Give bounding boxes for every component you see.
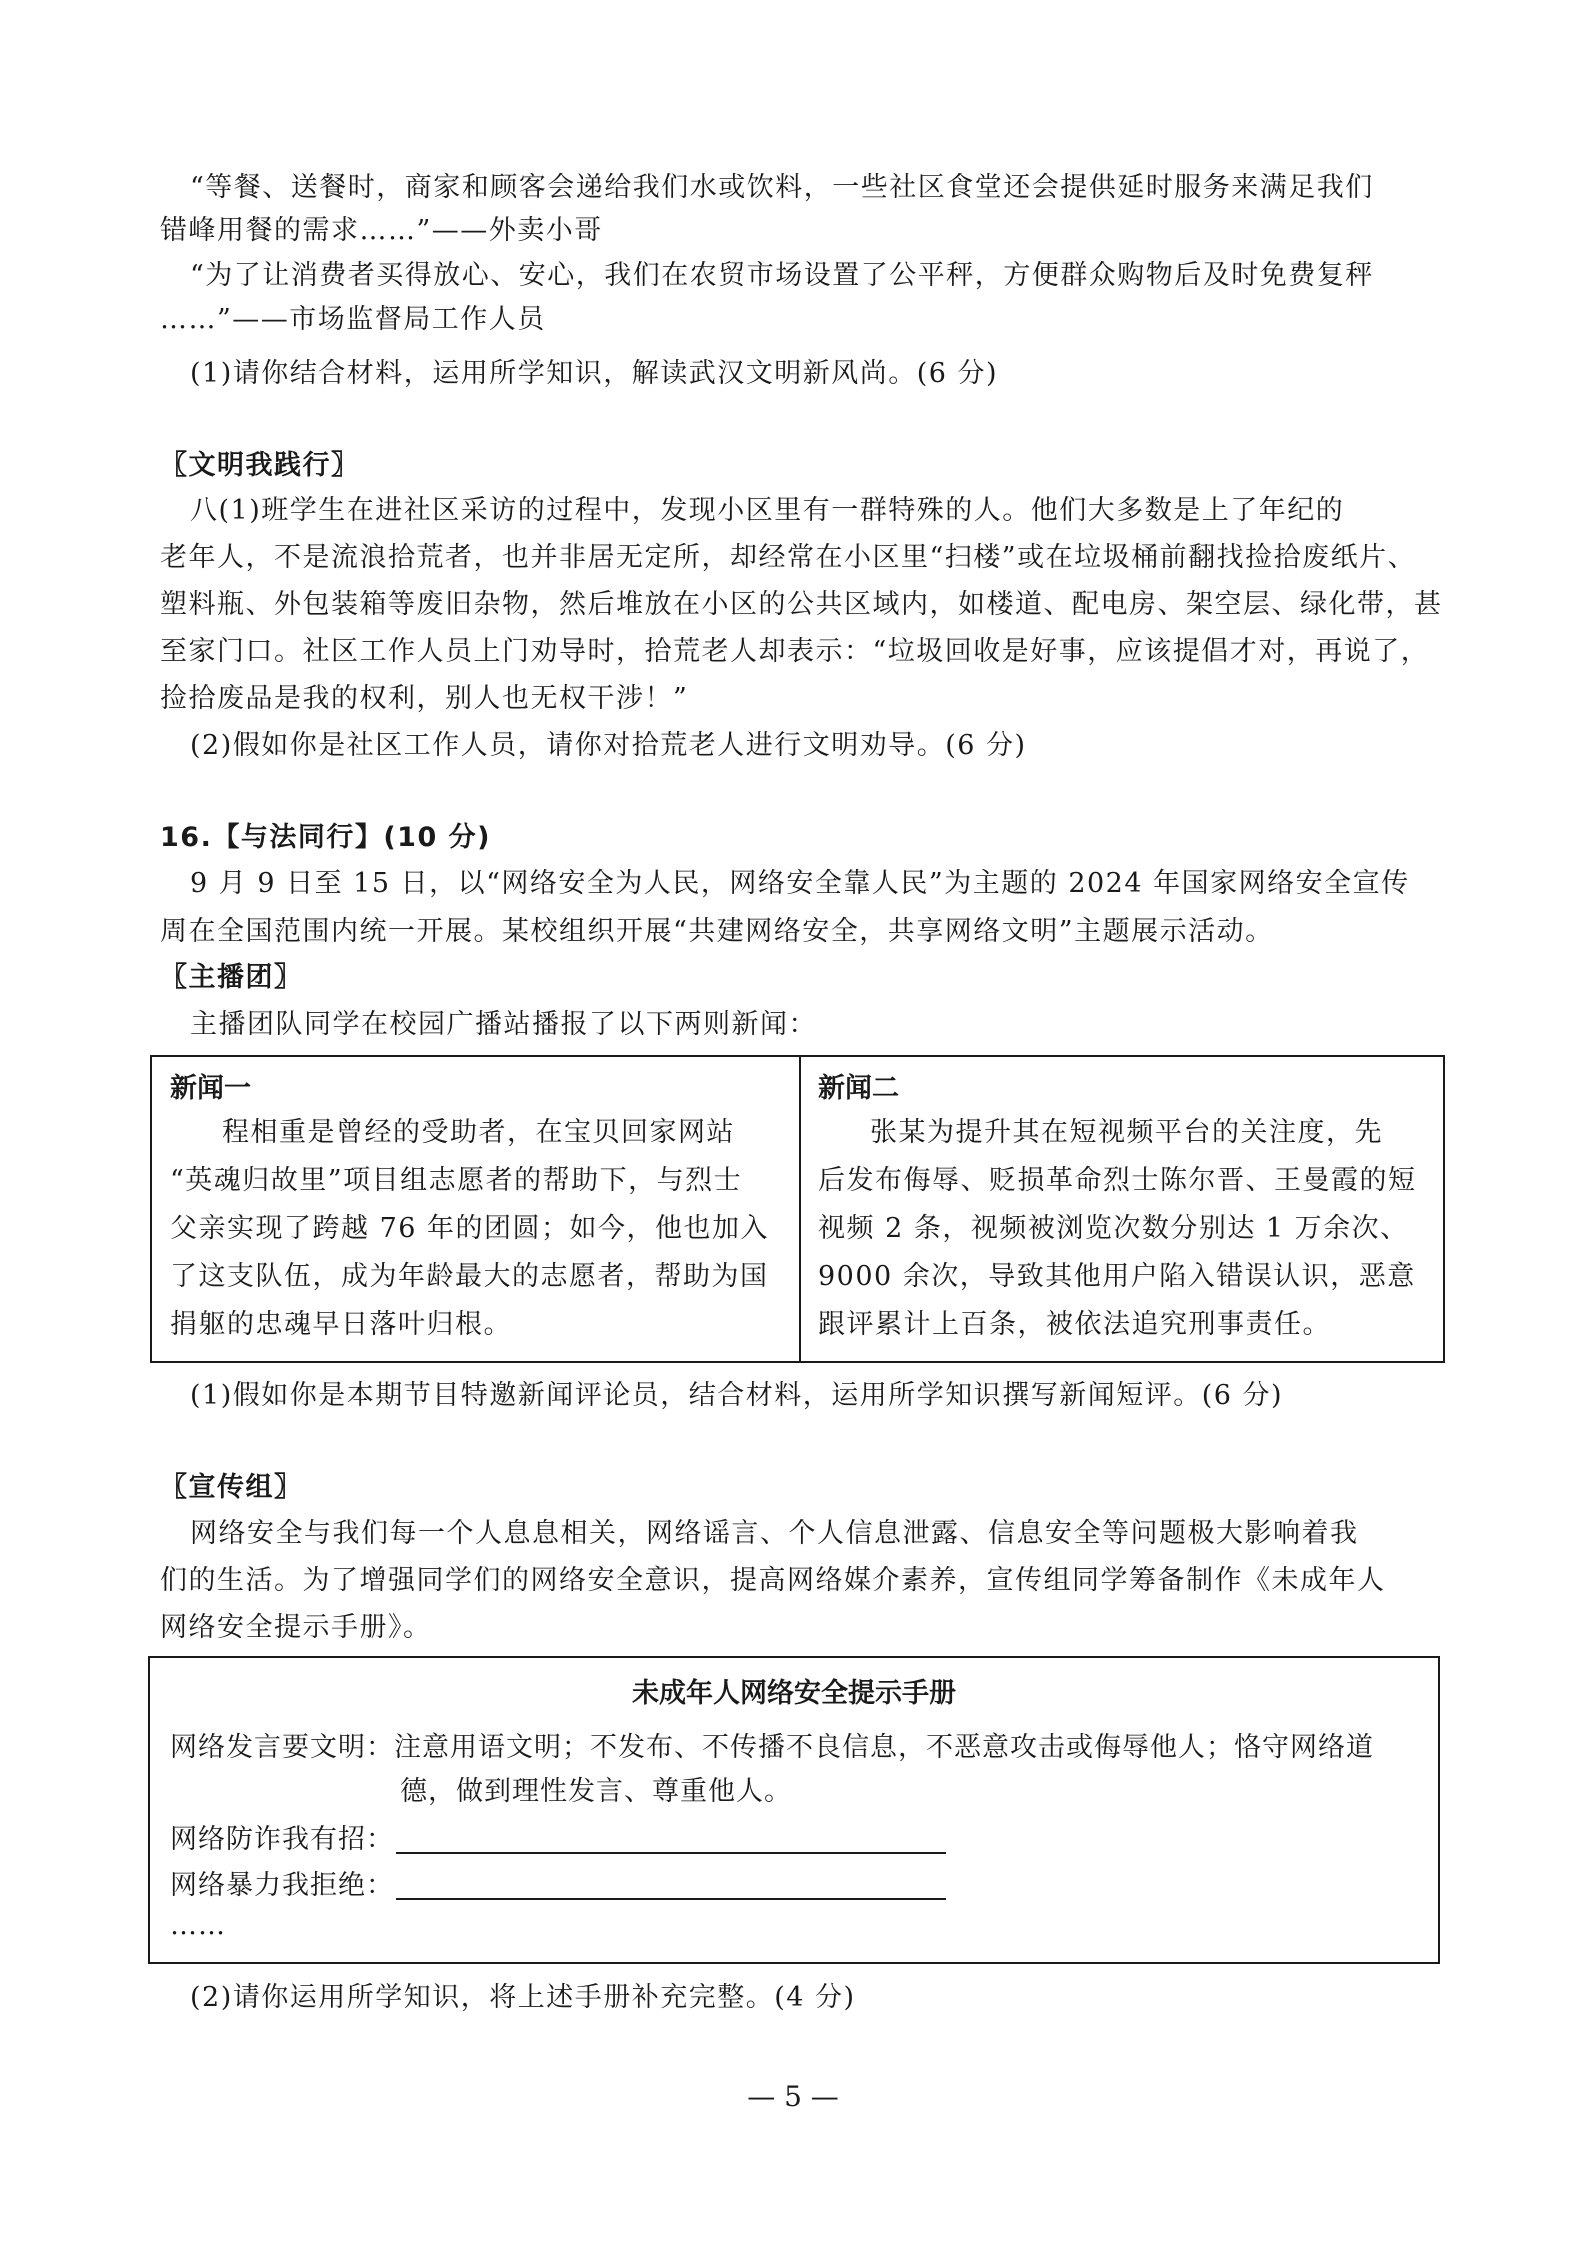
news1-line: 捐躯的忠魂早日落叶归根。 xyxy=(170,1309,512,1340)
page-number: — 5 — xyxy=(747,2080,839,2113)
news2-line: 后发布侮辱、贬损革命烈士陈尔晋、王曼霞的短 xyxy=(818,1165,1417,1196)
news-table xyxy=(150,1055,1445,1363)
paragraph-line: 老年人，不是流浪拾荒者，也并非居无定所，却经常在小区里“扫楼”或在垃圾桶前翻找捡拾废纸片、 xyxy=(160,542,1417,573)
news1-line: 了这支队伍，成为年龄最大的志愿者，帮助为国 xyxy=(170,1261,769,1292)
news2-line: 张某为提升其在短视频平台的关注度，先 xyxy=(870,1117,1383,1148)
section-heading-practice: 〖文明我践行〗 xyxy=(160,450,360,481)
answer-blank-anti-violence[interactable] xyxy=(396,1898,946,1900)
paragraph-line: 网络安全提示手册》。 xyxy=(160,1612,432,1643)
handbook-item-anti-violence: 网络暴力我拒绝： xyxy=(170,1870,394,1901)
section-heading-promo: 〖宣传组〗 xyxy=(160,1472,303,1503)
quote-line: 错峰用餐的需求……”——外卖小哥 xyxy=(160,215,603,246)
paragraph-line: 周在全国范围内统一开展。某校组织开展“共建网络安全，共享网络文明”主题展示活动。 xyxy=(160,916,1274,947)
paragraph-line: 9 月 9 日至 15 日，以“网络安全为人民，网络安全靠人民”为主题的 2024 年国家网络安全宣传 xyxy=(190,868,1410,899)
quote-line: “为了让消费者买得放心、安心，我们在农贸市场设置了公平秤，方便群众购物后及时免费复秤 xyxy=(190,260,1374,291)
news2-line: 视频 2 条，视频被浏览次数分别达 1 万余次、 xyxy=(818,1213,1409,1244)
handbook-box xyxy=(148,1656,1440,1964)
news2-title: 新闻二 xyxy=(818,1073,899,1104)
paragraph-line: 捡拾废品是我的权利，别人也无权干涉！” xyxy=(160,683,689,714)
question-16-1: (1)假如你是本期节目特邀新闻评论员，结合材料，运用所学知识撰写新闻短评。(6 分) xyxy=(190,1380,1284,1411)
handbook-item-civility: 网络发言要文明：注意用语文明；不发布、不传播不良信息，不恶意攻击或侮辱他人；恪守网络道 xyxy=(170,1732,1374,1763)
news1-line: “英魂归故里”项目组志愿者的帮助下，与烈士 xyxy=(170,1165,743,1196)
section-heading-anchor: 〖主播团〗 xyxy=(160,962,303,993)
question-16-heading: 16.【与法同行】(10 分) xyxy=(160,822,491,853)
news2-line: 9000 余次，导致其他用户陷入错误认识，恶意 xyxy=(818,1261,1416,1292)
news2-line: 跟评累计上百条，被依法追究刑事责任。 xyxy=(818,1309,1331,1340)
table-divider xyxy=(799,1057,801,1361)
question-1: (1)请你结合材料，运用所学知识，解读武汉文明新风尚。(6 分) xyxy=(190,358,999,389)
news1-line: 父亲实现了跨越 76 年的团圆；如今，他也加入 xyxy=(170,1213,770,1244)
quote-line: “等餐、送餐时，商家和顾客会递给我们水或饮料，一些社区食堂还会提供延时服务来满足我们 xyxy=(190,172,1374,203)
news1-line: 程相重是曾经的受助者，在宝贝回家网站 xyxy=(222,1117,735,1148)
paragraph-line: 至家门口。社区工作人员上门劝导时，拾荒老人却表示：“垃圾回收是好事，应该提倡才对，再说了， xyxy=(160,636,1430,667)
answer-blank-anti-fraud[interactable] xyxy=(396,1852,946,1854)
question-16-2: (2)请你运用所学知识，将上述手册补充完整。(4 分) xyxy=(190,1982,856,2013)
handbook-ellipsis: …… xyxy=(170,1910,226,1941)
handbook-title: 未成年人网络安全提示手册 xyxy=(632,1678,956,1709)
paragraph-line: 网络安全与我们每一个人息息相关，网络谣言、个人信息泄露、信息安全等问题极大影响着我 xyxy=(190,1518,1359,1549)
question-2: (2)假如你是社区工作人员，请你对拾荒老人进行文明劝导。(6 分) xyxy=(190,730,1027,761)
handbook-item-civility-cont: 德，做到理性发言、尊重他人。 xyxy=(400,1776,792,1807)
paragraph-line: 八(1)班学生在进社区采访的过程中，发现小区里有一群特殊的人。他们大多数是上了年纪的 xyxy=(190,495,1345,526)
anchor-intro: 主播团队同学在校园广播站播报了以下两则新闻： xyxy=(190,1009,817,1040)
quote-line: ……”——市场监督局工作人员 xyxy=(160,304,546,335)
paragraph-line: 们的生活。为了增强同学们的网络安全意识，提高网络媒介素养，宣传组同学筹备制作《未成年人 xyxy=(160,1565,1386,1596)
news1-title: 新闻一 xyxy=(170,1073,251,1104)
handbook-item-anti-fraud: 网络防诈我有招： xyxy=(170,1824,394,1855)
paragraph-line: 塑料瓶、外包装箱等废旧杂物，然后堆放在小区的公共区域内，如楼道、配电房、架空层、绿化带，甚 xyxy=(160,589,1443,620)
